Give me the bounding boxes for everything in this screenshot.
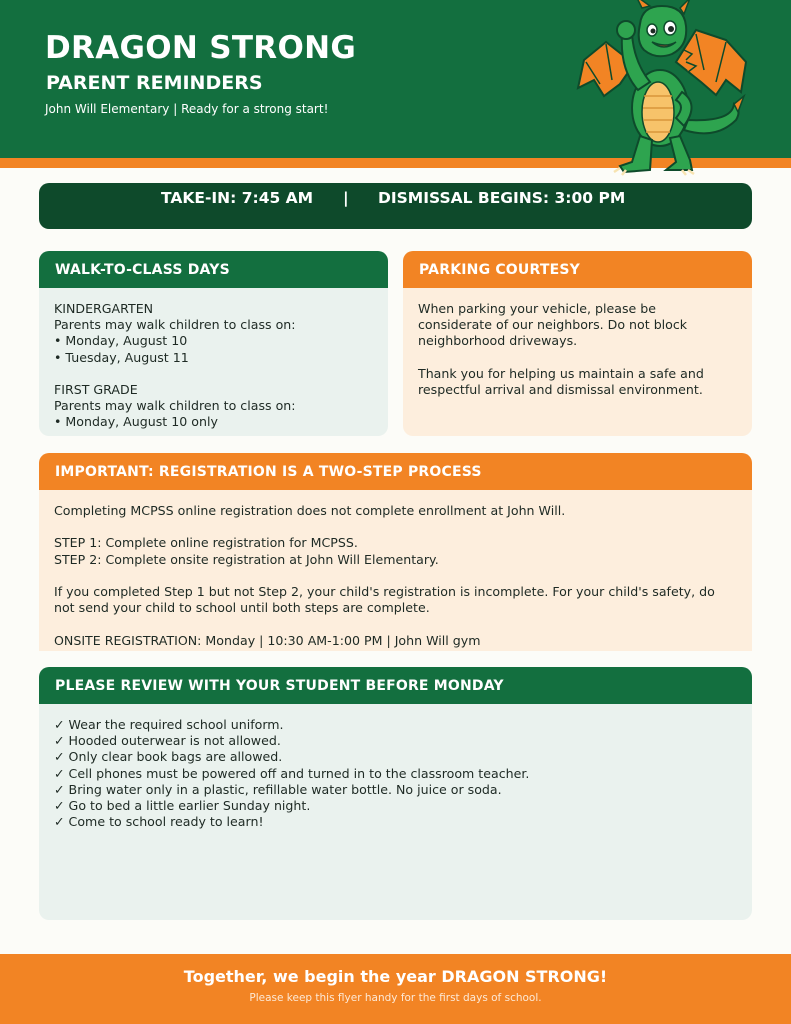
first-grade-day: • Monday, August 10 only (54, 414, 218, 430)
first-grade-label: FIRST GRADE (54, 382, 138, 397)
kindergarten-day: • Tuesday, August 11 (54, 349, 189, 365)
checklist-item: ✓ Only clear book bags are allowed. (54, 749, 283, 765)
checklist-item: ✓ Come to school ready to learn! (54, 814, 264, 830)
parking-text: considerate of our neighbors. Do not block (418, 317, 688, 333)
first-grade-intro: Parents may walk children to class on: (54, 398, 296, 414)
walk-to-class-title: WALK-TO-CLASS DAYS (39, 251, 388, 288)
checklist-item: ✓ Go to bed a little earlier Sunday night. (54, 798, 311, 814)
kindergarten-intro: Parents may walk children to class on: (54, 317, 296, 333)
registration-card (39, 453, 752, 651)
registration-warning: not send your child to school until both steps are complete. (54, 600, 430, 616)
footer-banner (0, 954, 791, 1024)
schedule-times-bar (39, 183, 752, 229)
parking-courtesy-card (403, 251, 752, 436)
checklist-item: ✓ Bring water only in a plastic, refillable water bottle. No juice or soda. (54, 781, 502, 797)
parking-text: When parking your vehicle, please be (418, 301, 657, 316)
registration-intro: Completing MCPSS online registration does not complete enrollment at John Will. (54, 503, 566, 518)
dragon-mascot-icon (576, 0, 748, 176)
registration-warning: If you completed Step 1 but not Step 2, your child's registration is incomplete. For your child's safety, do (54, 583, 715, 599)
registration-title: IMPORTANT: REGISTRATION IS A TWO-STEP PROCESS (39, 453, 752, 490)
registration-step-2: STEP 2: Complete onsite registration at John Will Elementary. (54, 551, 439, 567)
page-title: DRAGON STRONG (45, 30, 357, 66)
review-checklist-card (39, 667, 752, 920)
parking-thanks: respectful arrival and dismissal environment. (418, 382, 703, 397)
footer-slogan: Together, we begin the year DRAGON STRONG! (183, 967, 608, 986)
parking-thanks: Thank you for helping us maintain a safe and (418, 365, 704, 381)
kindergarten-label: KINDERGARTEN (54, 301, 154, 316)
walk-to-class-card (39, 251, 388, 436)
parking-text: neighborhood driveways. (418, 333, 578, 349)
dismissal-time: DISMISSAL BEGINS: 3:00 PM (378, 189, 626, 207)
times-separator: | (343, 189, 349, 207)
checklist-item: ✓ Hooded outerwear is not allowed. (54, 733, 281, 749)
school-tagline: John Will Elementary | Ready for a strong start! (45, 102, 329, 116)
kindergarten-day: • Monday, August 10 (54, 333, 188, 349)
checklist-item: ✓ Cell phones must be powered off and turned in to the classroom teacher. (54, 765, 530, 781)
review-checklist-title: PLEASE REVIEW WITH YOUR STUDENT BEFORE MONDAY (39, 667, 752, 704)
page-subtitle: PARENT REMINDERS (46, 72, 263, 94)
onsite-registration-info: ONSITE REGISTRATION: Monday | 10:30 AM-1:00 PM | John Will gym (54, 632, 481, 648)
registration-step-1: STEP 1: Complete online registration for MCPSS. (54, 535, 358, 551)
checklist-item: ✓ Wear the required school uniform. (54, 717, 284, 732)
parking-courtesy-title: PARKING COURTESY (403, 251, 752, 288)
take-in-time: TAKE-IN: 7:45 AM (161, 189, 314, 207)
footer-note: Please keep this flyer handy for the first days of school. (249, 992, 542, 1004)
